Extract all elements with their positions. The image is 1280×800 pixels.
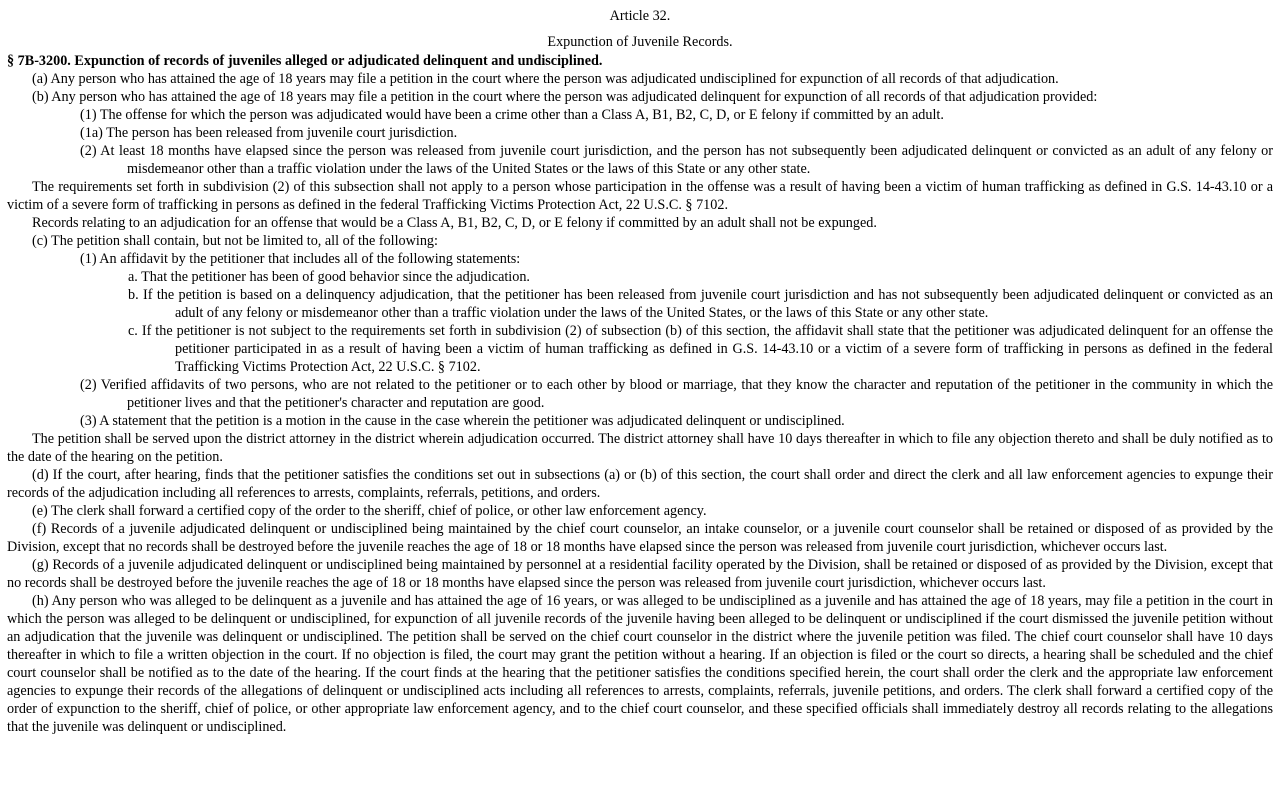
paragraph-c1b: b. If the petition is based on a delinquency adjudication, that the petitioner has been released from juvenile court jurisdiction and has not subsequently been adjudicated delinquent or convicted as an adult of any felony or misdemeanor other than a traffic violation under the laws of the United States, or the laws of this State or any other state. [128, 287, 1273, 321]
paragraph-a: (a) Any person who has attained the age of 18 years may file a petition in the court where the person was adjudicated undisciplined for expunction of all records of that adjudication. [32, 71, 1059, 87]
paragraph-c2: (2) Verified affidavits of two persons, who are not related to the petitioner or to each other by blood or marriage, that they know the character and reputation of the petitioner in the community in which the petitioner lives and that the petitioner's character and reputation are good. [80, 377, 1273, 411]
paragraph-b-records: Records relating to an adjudication for an offense that would be a Class A, B1, B2, C, D, or E felony if committed by an adult shall not be expunged. [32, 215, 877, 231]
paragraph-c3: (3) A statement that the petition is a motion in the cause in the case wherein the petitioner was adjudicated delinquent or undisciplined. [80, 413, 845, 429]
article-number: Article 32. [609, 8, 671, 24]
paragraph-b1: (1) The offense for which the person was adjudicated would have been a crime other than a Class A, B1, B2, C, D, or E felony if committed by an adult. [80, 107, 944, 123]
paragraph-c1: (1) An affidavit by the petitioner that includes all of the following statements: [80, 251, 521, 267]
paragraph-f: (f) Records of a juvenile adjudicated delinquent or undisciplined being maintained by the chief court counselor, an intake counselor, or a juvenile court counselor shall be retained or disposed of as provided by the Division, except that no records shall be destroyed before the juvenile reaches the age of 18 or 18 months have elapsed since the person was released from juvenile court jurisdiction, whichever occurs last. [7, 521, 1273, 555]
paragraph-c: (c) The petition shall contain, but not be limited to, all of the following: [32, 233, 438, 249]
paragraph-b1a: (1a) The person has been released from juvenile court jurisdiction. [80, 125, 458, 141]
paragraph-c1a: a. That the petitioner has been of good behavior since the adjudication. [128, 269, 530, 285]
paragraph-b: (b) Any person who has attained the age of 18 years may file a petition in the court where the person was adjudicated delinquent for expunction of all records of that adjudication provided: [32, 89, 1098, 105]
paragraph-b2: (2) At least 18 months have elapsed since the person was released from juvenile court jurisdiction, and the person has not subsequently been adjudicated delinquent or convicted as an adult of any felony or misdemeanor other than a traffic violation under the laws of the United States or the laws of this State or any other state. [80, 143, 1273, 177]
article-title: Expunction of Juvenile Records. [547, 34, 733, 50]
paragraph-e: (e) The clerk shall forward a certified copy of the order to the sheriff, chief of police, or other law enforcement agency. [32, 503, 707, 519]
paragraph-c-service: The petition shall be served upon the district attorney in the district wherein adjudication occurred. The district attorney shall have 10 days thereafter in which to file any objection thereto and shall be duly notified as to the date of the hearing on the petition. [7, 431, 1273, 465]
paragraph-b-requirements: The requirements set forth in subdivision (2) of this subsection shall not apply to a person whose participation in the offense was a result of having been a victim of human trafficking as defined in G.S. 14-43.10 or a victim of a severe form of trafficking in persons as defined in the federal Trafficking Victims Protection Act, 22 U.S.C. § 7102. [7, 179, 1273, 213]
paragraph-d: (d) If the court, after hearing, finds that the petitioner satisfies the conditions set out in subsections (a) or (b) of this section, the court shall order and direct the clerk and all law enforcement agencies to expunge their records of the adjudication including all references to arrests, complaints, referrals, petitions, and orders. [7, 467, 1273, 501]
paragraph-c1c: c. If the petitioner is not subject to the requirements set forth in subdivision (2) of subsection (b) of this section, the affidavit shall state that the petitioner was adjudicated delinquent for an offense the petitioner participated in as a result of having been a victim of human trafficking as defined in G.S. 14-43.10 or a victim of a severe form of trafficking in persons as defined in the federal Trafficking Victims Protection Act, 22 U.S.C. § 7102. [128, 323, 1273, 375]
paragraph-g: (g) Records of a juvenile adjudicated delinquent or undisciplined being maintained by personnel at a residential facility operated by the Division, shall be retained or disposed of as provided by the Division, except that no records shall be destroyed before the juvenile reaches the age of 18 or 18 months have elapsed since the person was released from juvenile court jurisdiction, whichever occurs last. [7, 557, 1273, 591]
paragraph-h: (h) Any person who was alleged to be delinquent as a juvenile and has attained the age of 16 years, or was alleged to be undisciplined as a juvenile and has attained the age of 18 years, may file a petition in the court in which the person was alleged to be delinquent or undisciplined, for expunction of all juvenile records of the juvenile having been alleged to be delinquent or undisciplined if the court dismissed the juvenile petition without an adjudication that the juvenile was delinquent or undisciplined. The petition shall be served on the chief court counselor in the district where the juvenile petition was filed. The chief court counselor shall have 10 days thereafter in which to file a written objection in the court. If no objection is filed, the court may grant the petition without a hearing. If an objection is filed or the court so directs, a hearing shall be scheduled and the chief court counselor shall be notified as to the date of the hearing. If the court finds at the hearing that the petitioner satisfies the conditions specified herein, the court shall order the clerk and the appropriate law enforcement agencies to expunge their records of the allegations of delinquent or undisciplined acts including all references to arrests, complaints, referrals, juvenile petitions, and orders. The clerk shall forward a certified copy of the order of expunction to the sheriff, chief of police, or other appropriate law enforcement agency, and to the chief court counselor, and these specified officials shall immediately destroy all records relating to the allegations that the juvenile was delinquent or undisciplined. [7, 593, 1273, 735]
section-heading: § 7B-3200. Expunction of records of juveniles alleged or adjudicated delinquent and undisciplined. [7, 53, 603, 69]
